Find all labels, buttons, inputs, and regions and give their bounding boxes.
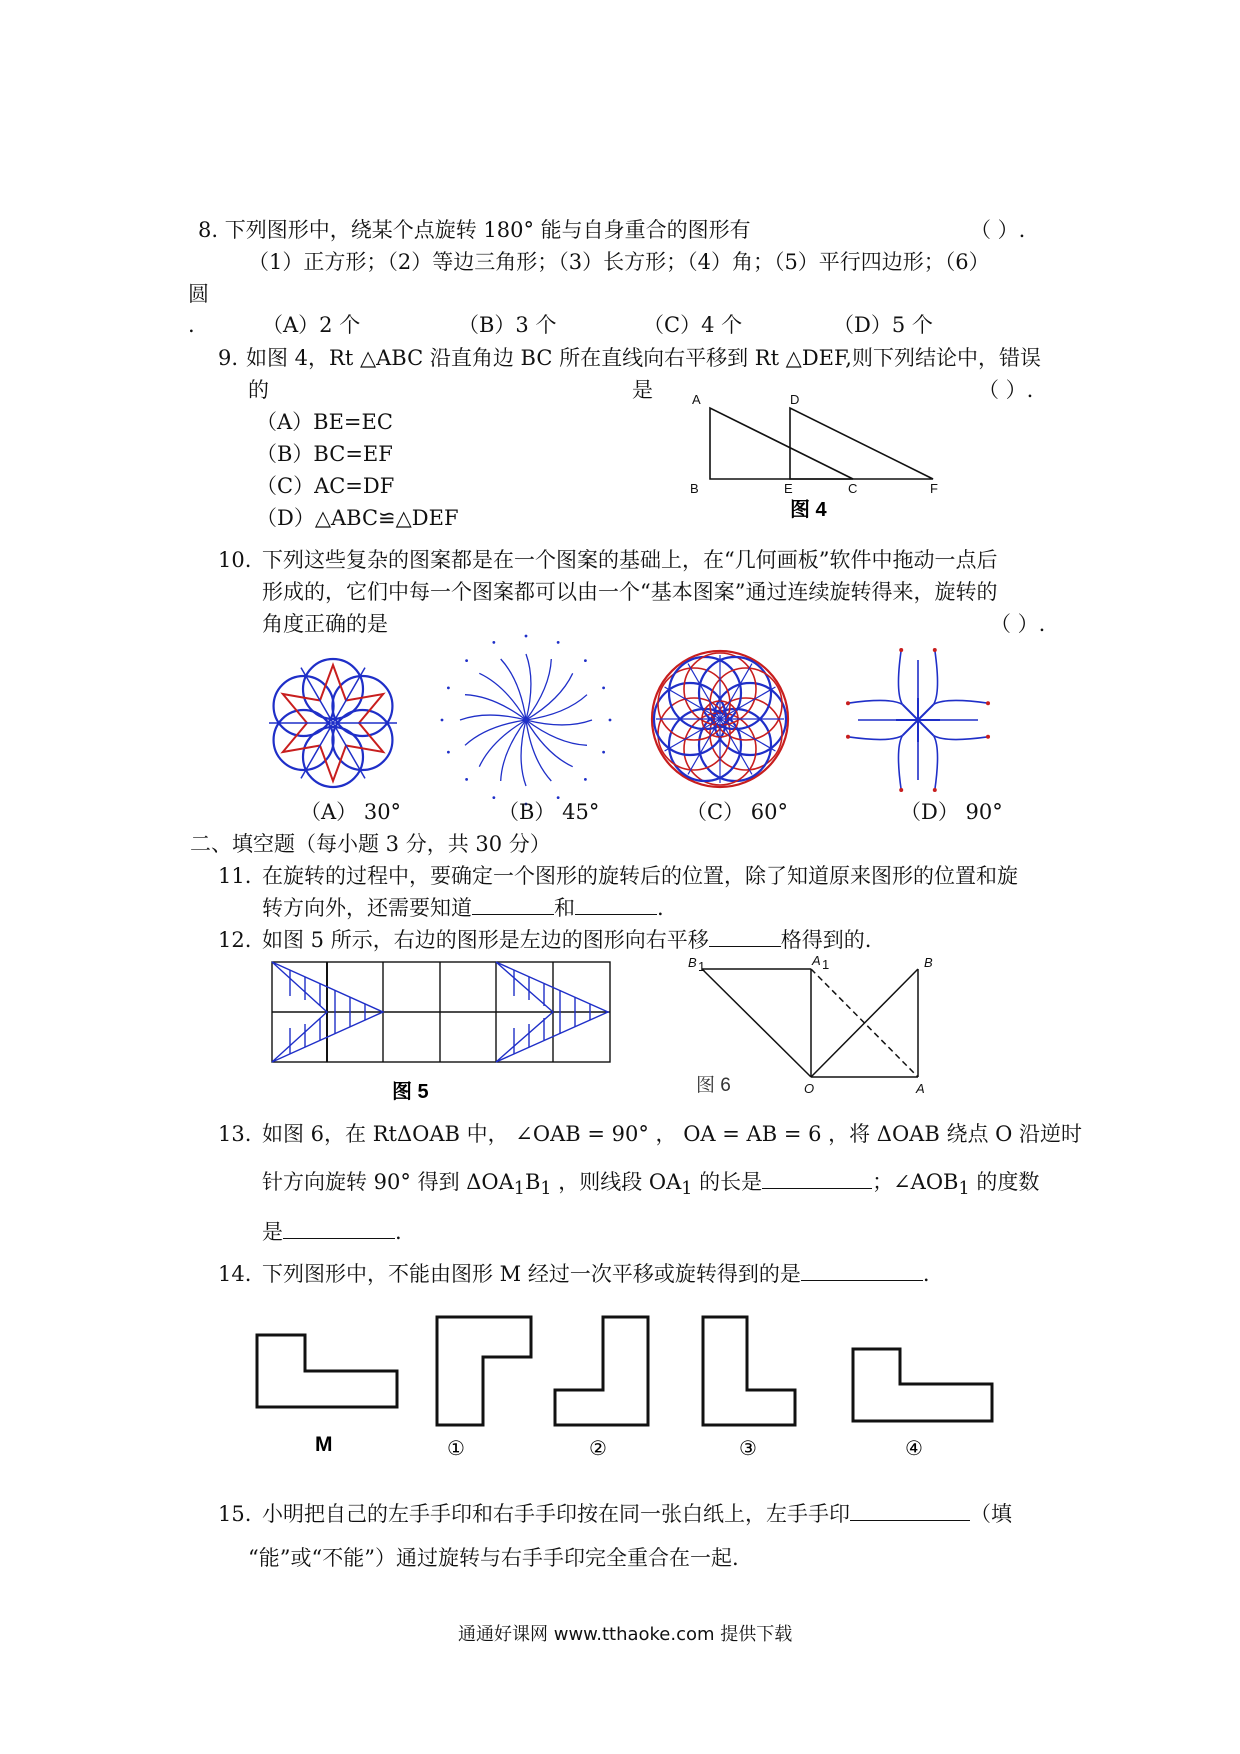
shape-2 <box>555 1317 648 1425</box>
figure-4 <box>680 390 960 520</box>
pattern-d-petal <box>898 650 902 704</box>
fig4-label-e: E <box>784 481 793 496</box>
q9-line2b: 是 <box>632 378 653 402</box>
q13-line3b: . <box>395 1220 402 1244</box>
pattern-b-dot <box>602 751 605 754</box>
pattern-d-tip <box>899 648 903 652</box>
fig5-caption: 图 5 <box>392 1081 429 1103</box>
pattern-d-tip <box>846 735 850 739</box>
fig4-label-d: D <box>790 392 800 407</box>
fig6-label-o: O <box>804 1081 815 1096</box>
q15-blank[interactable] <box>850 1519 970 1521</box>
q11-line1: 在旋转的过程中，要确定一个图形的旋转后的位置，除了知道原来图形的位置和旋 <box>262 864 1018 888</box>
q12-num: 12. <box>218 928 252 952</box>
q10-line1: 下列这些复杂的图案都是在一个图案的基础上，在“几何画板”软件中拖动一点后 <box>262 548 998 572</box>
q13-line2a: 针方向旋转 90° 得到 ΔOA <box>262 1170 514 1194</box>
q11-line2c: . <box>657 896 664 920</box>
q12-number <box>218 928 251 953</box>
fig4-label-f: F <box>930 481 938 496</box>
shape-1 <box>437 1317 531 1425</box>
pattern-b-dot <box>447 751 450 754</box>
pattern-b-spoke <box>521 720 526 786</box>
q8-answer-paren: （ ）. <box>970 218 1026 242</box>
shape-m-label: M <box>315 1433 333 1456</box>
q14-text <box>262 1262 930 1287</box>
q13-line2 <box>262 1170 1039 1200</box>
q15-number: 15. <box>218 1502 252 1526</box>
q8-option-d: （D）5 个 <box>833 313 933 337</box>
shape-1-label: ① <box>447 1436 465 1460</box>
pattern-d-petal <box>934 700 988 704</box>
pattern-d-tip <box>899 788 903 792</box>
q13-sub1: 1 <box>513 1179 525 1200</box>
q13-line2g: 的度数 <box>969 1170 1040 1194</box>
fig6-label-a1-sub: 1 <box>822 957 830 972</box>
shape-3-label: ③ <box>739 1436 757 1460</box>
fig6-label-b1: B <box>688 955 697 970</box>
pattern-d-petal <box>848 736 902 740</box>
q15-line2: “能”或“不能”）通过旋转与右手手印完全重合在一起. <box>248 1546 739 1570</box>
q12-text-a: 如图 5 所示，右边的图形是左边的图形向右平移 <box>262 928 709 952</box>
pattern-b-spoke <box>526 720 573 767</box>
shape-2-label: ② <box>589 1436 607 1460</box>
pattern-b-dot <box>465 659 468 662</box>
pattern-b-dot <box>584 778 587 781</box>
q10-line2: 形成的，它们中每一个图案都可以由一个“基本图案”通过连续旋转得来，旋转的 <box>262 580 998 604</box>
q10-option-b: （B） 45° <box>498 800 600 824</box>
q9-option-b: （B）BC=EF <box>256 442 393 466</box>
q12-blank[interactable] <box>709 945 781 947</box>
pattern-a <box>258 648 408 798</box>
figure-6 <box>688 955 948 1095</box>
fig6-label-b1-sub: 1 <box>698 959 706 974</box>
q9-option-c: （C）AC=DF <box>256 474 395 498</box>
q13-line2c: ，则线段 OA <box>551 1170 682 1194</box>
q13-sub4: 1 <box>958 1179 970 1200</box>
q12-text <box>262 928 871 953</box>
q9-number: 9. <box>218 346 239 370</box>
q8-option-c: （C）4 个 <box>643 313 743 337</box>
fig4-label-b: B <box>690 481 699 496</box>
q15-line1b: （填 <box>970 1502 1012 1526</box>
pattern-d-tip <box>986 735 990 739</box>
q13-line3a: 是 <box>262 1220 283 1244</box>
q8-dot: . <box>188 313 195 337</box>
pattern-b-dot <box>465 778 468 781</box>
pattern-d-tip <box>933 648 937 652</box>
q13-line2f: ∠AOB <box>893 1170 959 1194</box>
pattern-d-petal <box>898 736 902 790</box>
q9-answer-paren: （ ）. <box>978 378 1034 402</box>
pattern-b-dot <box>602 686 605 689</box>
q14-text-b: . <box>922 1262 930 1286</box>
pattern-d-tip <box>846 701 850 705</box>
shape-4-label: ④ <box>905 1436 923 1460</box>
shape-3 <box>703 1317 795 1425</box>
q13-sub2: 1 <box>540 1179 552 1200</box>
q8-option-b: （B）3 个 <box>458 313 557 337</box>
q13-blank-2[interactable] <box>283 1237 395 1239</box>
pattern-b-dot <box>557 641 560 644</box>
q13-line3 <box>262 1220 402 1245</box>
pattern-d-spoke <box>902 720 918 736</box>
q10-option-a: （A） 30° <box>300 800 402 824</box>
q10-line3: 角度正确的是 <box>262 612 388 636</box>
q13-sub3: 1 <box>681 1179 693 1200</box>
q8-option-a: （A）2 个 <box>262 313 361 337</box>
q8-items: （1）正方形；（2）等边三角形；（3）长方形；（4）角；（5）平行四边形；（6） <box>248 250 990 274</box>
pattern-b-spoke <box>526 654 531 720</box>
shape-4 <box>853 1349 992 1421</box>
pattern-d-petal <box>848 700 902 704</box>
q11-blank-1[interactable] <box>472 913 554 915</box>
q11-line2a: 转方向外，还需要知道 <box>262 896 472 920</box>
pattern-b-dot <box>609 719 612 722</box>
q9-line1: 如图 4，Rt △ABC 沿直角边 BC 所在直线向右平移到 Rt △DEF,则下列结论中，错误 <box>246 346 1041 370</box>
q14-shapes <box>255 1315 1015 1465</box>
pattern-b-spoke <box>479 673 526 720</box>
q8-items-continued: 圆 <box>188 282 209 306</box>
q15-line1a: 小明把自己的左手手印和右手手印按在同一张白纸上，左手手印 <box>262 1502 850 1526</box>
fig4-label-c: C <box>848 481 858 496</box>
pattern-d-petal <box>934 736 938 790</box>
figure-5 <box>270 960 620 1102</box>
pattern-b-dot <box>492 641 495 644</box>
pattern-b-dot <box>557 796 560 799</box>
pattern-d-tip <box>986 701 990 705</box>
q9-option-a: （A）BE=EC <box>256 410 393 434</box>
pattern-b-dot <box>441 719 444 722</box>
q12-text-b: 格得到的. <box>780 928 872 952</box>
pattern-b-dot <box>492 796 495 799</box>
pattern-d <box>838 640 998 800</box>
q9-line2a: 的 <box>248 378 269 402</box>
q13-line2d: 的长是 <box>692 1170 763 1194</box>
pattern-d-spoke <box>902 704 918 720</box>
q13-line2b: B <box>524 1170 541 1194</box>
pattern-d-spoke <box>918 720 934 736</box>
q10-option-d: （D） 90° <box>900 800 1003 824</box>
pattern-d-spoke <box>918 704 934 720</box>
q10-option-c: （C） 60° <box>686 800 788 824</box>
q14-number: 14. <box>218 1262 252 1286</box>
q11-blank-2[interactable] <box>575 913 657 915</box>
q8-stem: 8. 下列图形中，绕某个点旋转 180° 能与自身重合的图形有 <box>198 218 751 242</box>
q13-line2e: ； <box>872 1170 894 1194</box>
q15-line1 <box>262 1502 1012 1527</box>
pattern-b-dot <box>447 686 450 689</box>
shape-m <box>257 1335 397 1407</box>
section-2-heading: 二、填空题（每小题 3 分，共 30 分） <box>190 832 551 856</box>
fig6-label-a: A <box>916 1081 925 1096</box>
pattern-d-petal <box>934 736 988 740</box>
fig6-caption: 图 6 <box>696 1075 731 1096</box>
q10-number: 10. <box>218 548 252 572</box>
pattern-b-spoke <box>526 720 592 725</box>
pattern-b-spoke <box>526 673 573 720</box>
fig6-label-b: B <box>924 955 933 970</box>
q11-line2b: 和 <box>554 896 575 920</box>
q14-blank[interactable] <box>801 1279 923 1281</box>
q10-answer-paren: （ ）. <box>990 612 1046 636</box>
q13-blank-1[interactable] <box>762 1187 872 1189</box>
q9-option-d: （D）△ABC≌△DEF <box>256 506 459 530</box>
fig4-label-a: A <box>692 392 701 407</box>
fig4-caption: 图 4 <box>790 499 827 521</box>
pattern-b-dot <box>525 635 528 638</box>
q13-line1: 如图 6，在 RtΔOAB 中， ∠OAB = 90° ， OA = AB = 6 ，将 ΔOAB 绕点 O 沿逆时 <box>262 1122 1083 1146</box>
pattern-d-petal <box>934 650 938 704</box>
q14-text-a: 下列图形中，不能由图形 M 经过一次平移或旋转得到的是 <box>262 1262 801 1286</box>
pattern-d-tip <box>933 788 937 792</box>
q11-line2 <box>262 896 664 921</box>
pattern-b <box>438 632 614 808</box>
pattern-c <box>645 644 795 794</box>
fig6-label-a1: A <box>812 953 821 968</box>
pattern-b-spoke <box>460 715 526 720</box>
page-footer: 通通好课网 www.tthaoke.com 提供下载 <box>458 1624 793 1645</box>
q11-number: 11. <box>218 864 252 888</box>
q13-number: 13. <box>218 1122 252 1146</box>
pattern-b-dot <box>584 659 587 662</box>
pattern-b-spoke <box>479 720 526 767</box>
